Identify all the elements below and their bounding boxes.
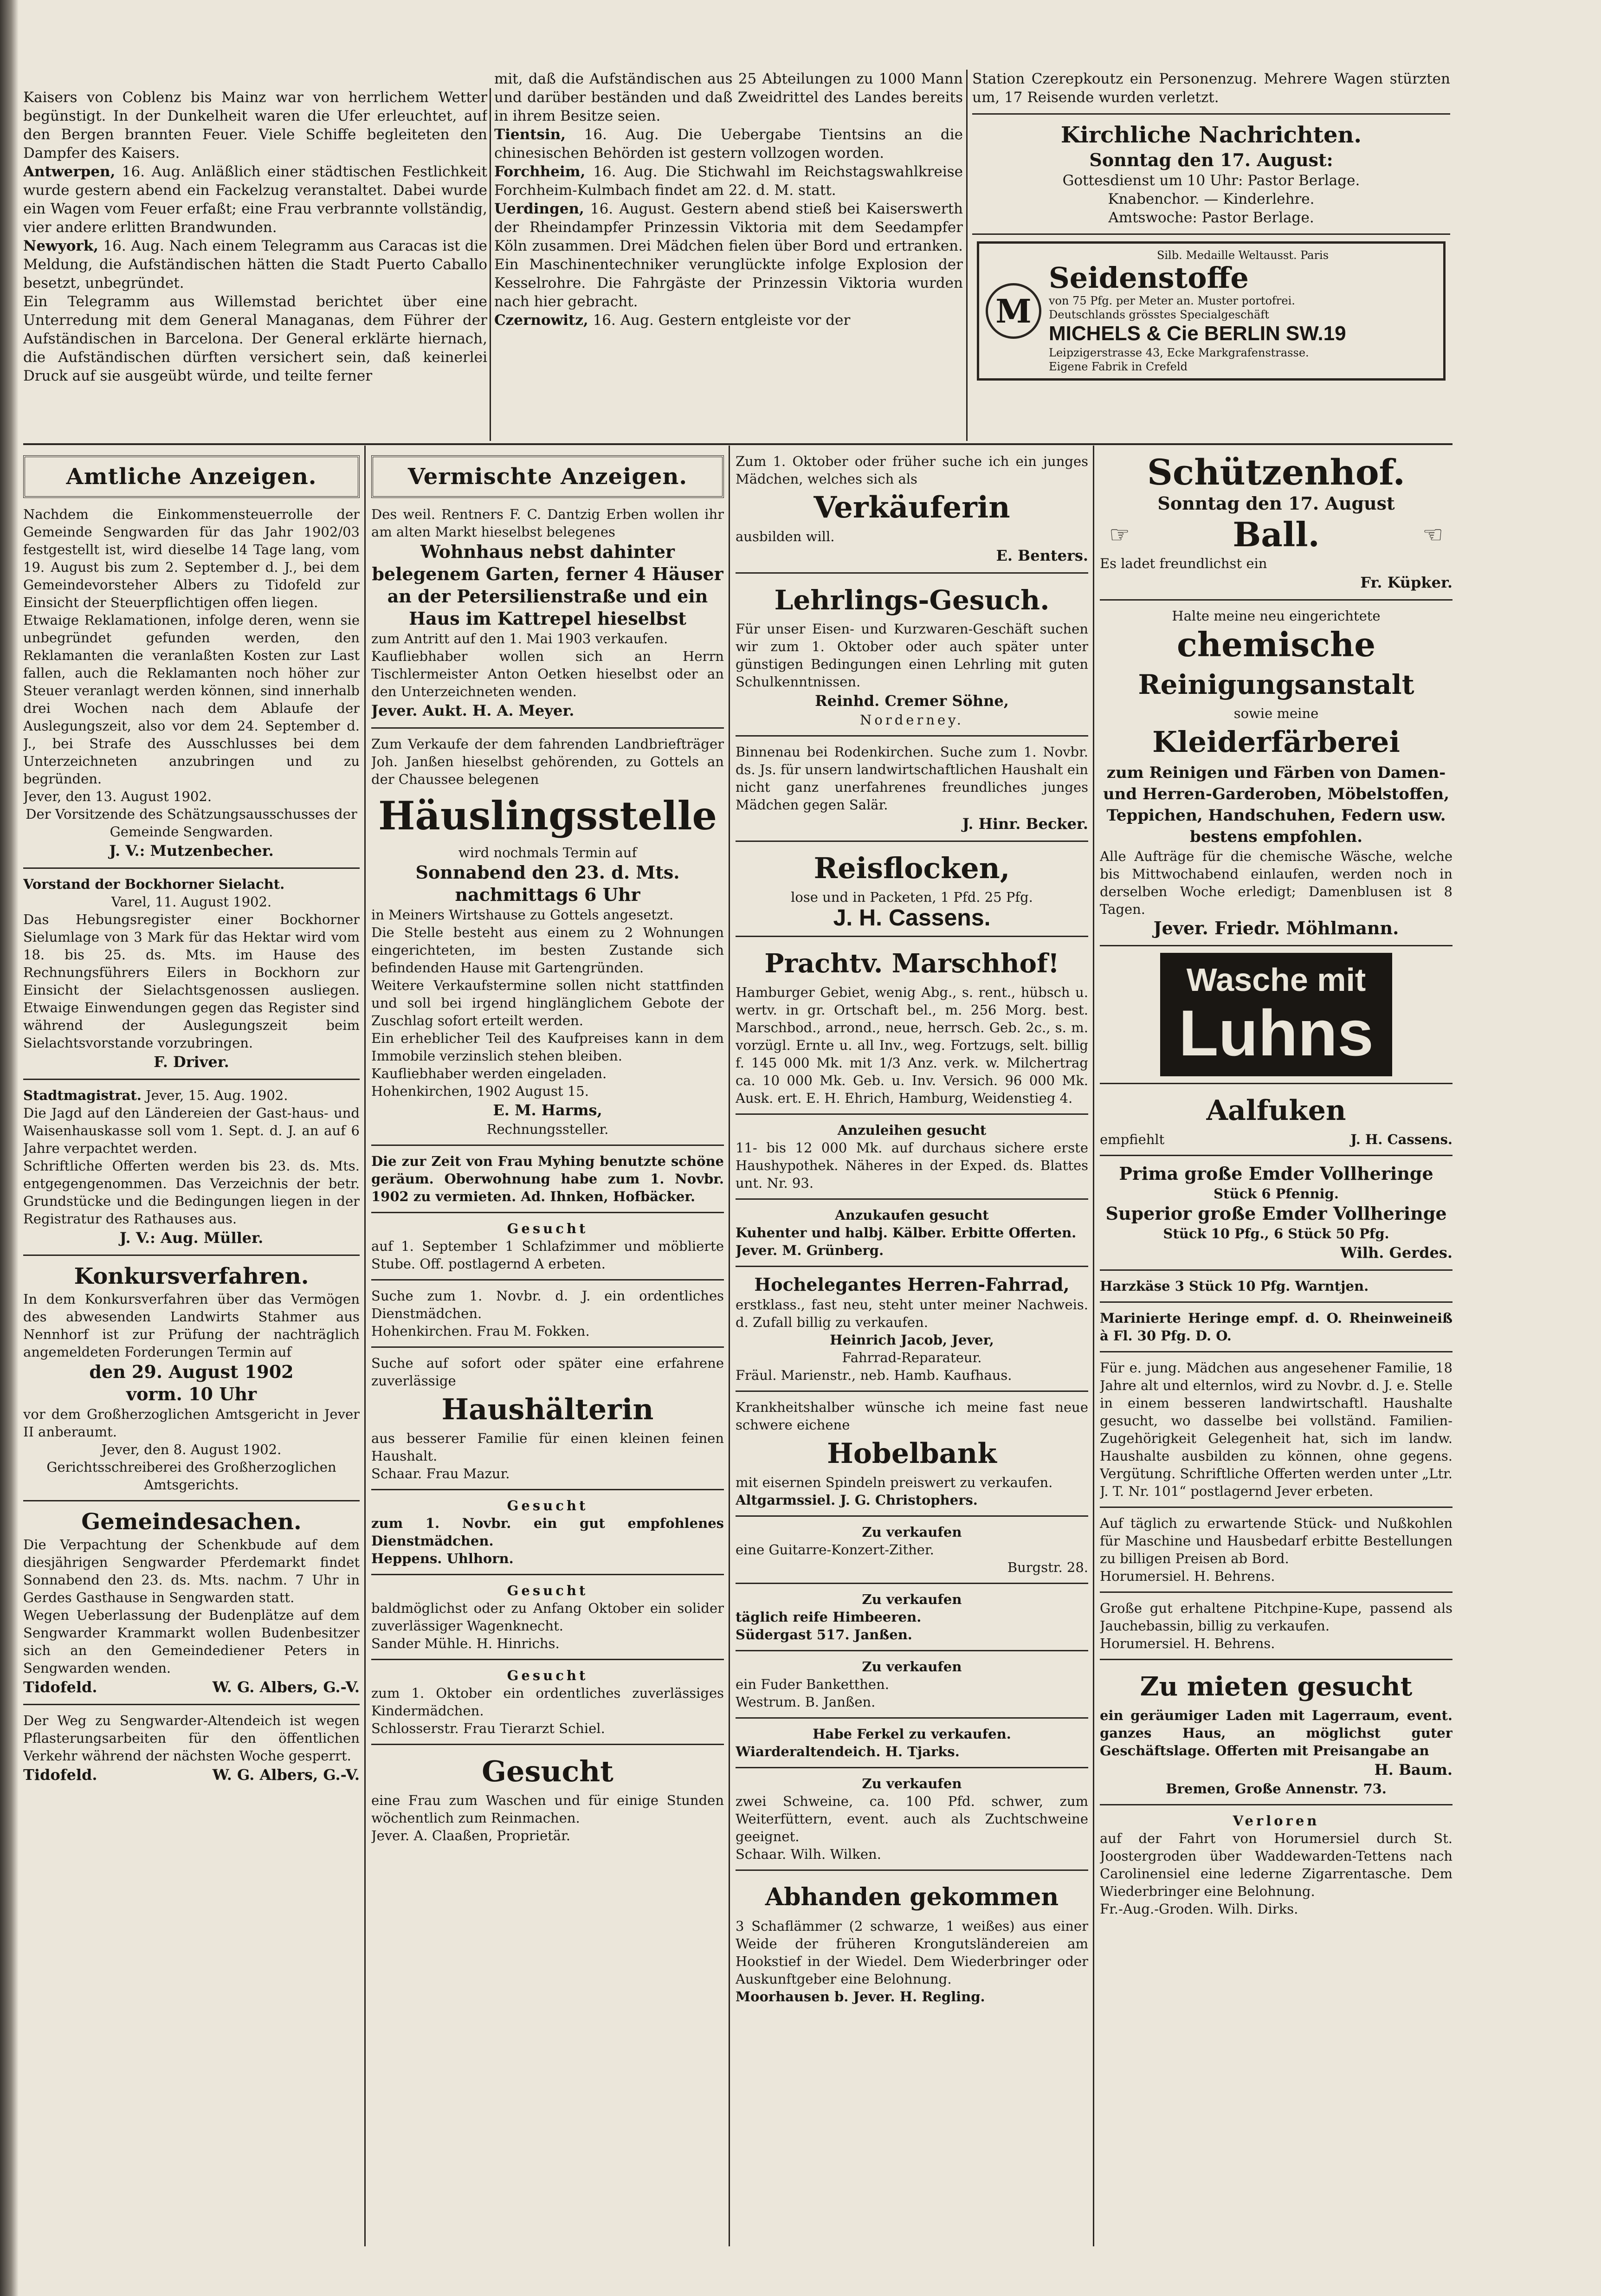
news-item: Antwerpen, 16. Aug. Anläßlich einer städtischen Festlichkeit wurde gestern abend ein Fackelzug veranstaltet. Dabei wurde ein Wagen vom Feuer erfaßt; eine Frau verbrannte vollständig, vier andere erlitten Brandwunden.: [23, 163, 487, 236]
ad-signature: Jever. Friedr. Möhlmann.: [1153, 918, 1399, 938]
ad-signature: Heppens. Uhlhorn.: [371, 1551, 514, 1566]
ad-heading: Anzukaufen gesucht: [835, 1207, 989, 1223]
ad-text: Auf täglich zu erwartende Stück- und Nußkohlen für Maschine und Hausbedarf erbitte Bestellungen zu billigen Preisen ab Bord.: [1100, 1515, 1453, 1566]
ad-heading: Zu verkaufen: [862, 1591, 962, 1607]
ad-text: zum 1. Novbr. ein gut empfohlenes Dienstmädchen.: [371, 1515, 724, 1549]
ad-text: ein geräumiger Laden mit Lagerraum, event. ganzes Haus, an möglichst guter Geschäftslage. Offerten mit Preisangabe an: [1100, 1707, 1453, 1759]
separator: [736, 572, 1088, 574]
ad-signature: H. Baum.: [1374, 1761, 1453, 1779]
ad-headline: Reinigungsanstalt: [1138, 669, 1414, 700]
pointing-hand-icon: ☜: [1422, 521, 1443, 548]
notice-signature: W. G. Albers, G.-V.: [212, 1678, 360, 1696]
separator: [972, 233, 1450, 235]
ad-text: baldmöglichst oder zu Anfang Oktober ein solider zuverlässiger Wagenknecht.: [371, 1600, 724, 1634]
luhns-ad-box: [1160, 953, 1392, 1076]
ad-note: Deutschlands grösstes Specialgeschäft: [1049, 308, 1269, 321]
ad-text: Weitere Verkaufstermine sollen nicht stattfinden und soll bei irgend hinglänglichem Gebote der Zuschlag sofort erteilt werden.: [371, 977, 724, 1028]
ad-heading: Anzuleihen gesucht: [837, 1122, 987, 1138]
ad-address: Bremen, Große Annenstr. 73.: [1166, 1781, 1387, 1797]
ad-heading: Gesucht: [507, 1221, 588, 1236]
top-news-col-2: [494, 70, 963, 441]
separator: [736, 1266, 1088, 1267]
ad-signature: Altgarmssiel. J. G. Christophers.: [736, 1492, 978, 1508]
ad-text: Große gut erhaltene Pitchpine-Kupe, passend als Jauchebassin, billig zu verkaufen.: [1100, 1600, 1453, 1634]
ad-signature: Horumersiel. H. Behrens.: [1100, 1636, 1275, 1651]
ad-signature: E. M. Harms,: [493, 1101, 602, 1119]
ad-text: empfiehlt: [1100, 1132, 1165, 1147]
church-news-date: Sonntag den 17. August:: [1089, 149, 1333, 170]
ad-subheadline: Superior große Emder Vollheringe: [1105, 1203, 1447, 1224]
separator: [371, 1346, 724, 1348]
column-amtliche: [23, 453, 360, 2263]
ad-headline: Schützenhof.: [1147, 453, 1405, 493]
notice-text: Die Jagd auf den Ländereien der Gast-haus- und Waisenhauskasse soll vom 1. Sept. d. J. an auf 6 Jahre verpachtet werden.: [23, 1105, 360, 1156]
column-ads-3: [736, 453, 1088, 2263]
notice-date: Varel, 11. August 1902.: [111, 894, 272, 910]
page-binding-edge: [0, 0, 19, 2296]
ad-text: Suche zum 1. Novbr. d. J. ein ordentliches Dienstmädchen.: [371, 1288, 724, 1321]
ad-heading: Verloren: [1233, 1813, 1320, 1829]
ad-text: Zum Verkaufe der dem fahrenden Landbriefträger Joh. Janßen hieselbst gehörenden, zu Gottels an der Chaussee belegenen: [371, 736, 724, 787]
separator: [1100, 1083, 1453, 1084]
separator: [1100, 1269, 1453, 1271]
ad-heading: Zu verkaufen: [862, 1776, 962, 1792]
notice-text: Wegen Ueberlassung der Budenplätze auf dem Sengwarder Krammarkt wollen Budenbesitzer sich an den Gemeindediener Peters in Sengwarden wenden.: [23, 1607, 360, 1676]
ad-signature: Burgstr. 28.: [1007, 1559, 1088, 1575]
pointing-hand-icon: ☞: [1109, 521, 1130, 548]
notice-text: Schriftliche Offerten werden bis 23. ds. Mts. entgegengenommen. Das Verzeichnis der betr. Grundstücke und die Bedingungen liegen in der Registratur des Rathauses aus.: [23, 1158, 360, 1227]
separator: [736, 1198, 1088, 1200]
ad-signature: Schlosserstr. Frau Tierarzt Schiel.: [371, 1720, 605, 1736]
ad-address: Fräul. Marienstr., neb. Hamb. Kaufhaus.: [736, 1367, 1012, 1383]
separator: [972, 113, 1450, 115]
separator: [1100, 1659, 1453, 1660]
ad-text: zum 1. Oktober ein ordentliches zuverlässiges Kindermädchen.: [371, 1685, 724, 1719]
ad-text: wird nochmals Termin auf: [458, 845, 637, 860]
separator: [1100, 1351, 1453, 1352]
separator: [1100, 1507, 1453, 1508]
notice-signature: J. V.: Aug. Müller.: [119, 1229, 264, 1247]
ad-signature: Reinhd. Cremer Söhne,: [815, 692, 1009, 710]
ad-signature: Fahrrad-Reparateur.: [842, 1350, 982, 1365]
ad-signature: Moorhausen b. Jever. H. Regling.: [736, 1989, 985, 2005]
separator: [23, 867, 360, 869]
ad-subheadline: zum Reinigen und Färben von Damen- und Herren-Garderoben, Möbelstoffen, Teppichen, Handschuhen, Federn usw. bestens empfohlen.: [1103, 763, 1450, 846]
ad-text: Binnenau bei Rodenkirchen. Suche zum 1. Novbr. ds. Js. für unsern landwirtschaftlichen Haushalt ein nicht ganz unerfahrenes freundliches junges Mädchen gegen Salär.: [736, 744, 1088, 813]
notice-time: vorm. 10 Uhr: [126, 1384, 257, 1404]
seidenstoffe-ad: [977, 241, 1446, 381]
ad-text: in Meiners Wirtshause zu Gottels angesetzt.: [371, 907, 674, 923]
notice-heading: Vorstand der Bockhorner Sielacht.: [23, 876, 285, 892]
ad-signature: Wilh. Gerdes.: [1340, 1244, 1453, 1261]
medal-note: Silb. Medaille Weltausst. Paris: [1156, 249, 1329, 262]
ad-text: Kuhenter und halbj. Kälber. Erbitte Offerten.: [736, 1225, 1077, 1241]
ad-title: Seidenstoffe: [1049, 261, 1249, 295]
news-item: mit, daß die Aufständischen aus 25 Abteilungen zu 1000 Mann und darüber beständen und daß Zweidrittel des Landes bereits in ihrem Besitze seien.: [494, 71, 963, 124]
news-item: Uerdingen, 16. August. Gestern abend stieß bei Kaiserswerth der Rheindampfer Prinzessin Viktoria mit dem Seedampfer Köln zusammen. Drei Mädchen fielen über Bord und ertranken. Ein Maschinentechniker verunglückte infolge Explosion der Kesselrohre. Die Fahrgäste der Prinzessin Viktoria wurden nach hier gebracht.: [494, 200, 963, 310]
ad-subheadline: Prima große Emder Vollheringe: [1119, 1163, 1433, 1184]
news-item: Station Czerepkoutz ein Personenzug. Mehrere Wagen stürzten um, 17 Reisende wurden verletzt.: [972, 71, 1450, 106]
news-item: Ein Telegramm aus Willemstad berichtet über eine Unterredung mit dem General Managanas, dem Führer der Aufständischen in Barcelona. Der General erklärte hiernach, die Aufständischen dürften versichert sein, daß keinerlei Druck auf sie ausgeübt würde, und teilte ferner: [23, 293, 487, 384]
notice-date: Jever, den 13. August 1902.: [23, 789, 212, 804]
notice-text: Das Hebungsregister einer Bockhorner Sielumlage von 3 Mark für das Hektar wird vom 18. bis 25. ds. Mts. im Hause des Rechnungsführers Eilers in Bockhorn zur Einsicht der Sielachtsgenossen ausliegen. Etwaige Einwendungen gegen das Register sind während der Auslegungszeit beim Sielachtsvorstande vorzubringen.: [23, 912, 360, 1051]
column-divider: [364, 446, 366, 2246]
top-news-col-3: [972, 70, 1450, 441]
section-heading: Vermischte Anzeigen.: [371, 455, 724, 498]
notice-text: Der Weg zu Sengwarder-Altendeich ist wegen Pflasterungsarbeiten für den öffentlichen Verkehr während der nächsten Woche gesperrt.: [23, 1713, 360, 1764]
notice-date: Jever, 15. Aug. 1902.: [141, 1087, 288, 1103]
ad-text: auf 1. September 1 Schlafzimmer und möblierte Stube. Off. postlagernd A erbeten.: [371, 1238, 724, 1272]
section-heading: Amtliche Anzeigen.: [23, 455, 360, 498]
notice-heading: Stadtmagistrat.: [23, 1087, 142, 1103]
ad-signature: Wiarderaltendeich. H. Tjarks.: [736, 1744, 960, 1759]
separator: [23, 1079, 360, 1080]
ad-signature: Jever. Aukt. H. A. Meyer.: [371, 702, 575, 719]
ad-signature: Norderney.: [860, 712, 964, 728]
notice-place: Tidofeld.: [23, 1766, 97, 1784]
ad-headline: Zu mieten gesucht: [1140, 1671, 1413, 1702]
ad-price: von 75 Pfg. per Meter an. Muster portofrei.: [1049, 294, 1295, 307]
separator: [736, 1650, 1088, 1651]
separator: [736, 1515, 1088, 1517]
separator: [371, 1574, 724, 1575]
separator: [371, 1489, 724, 1490]
ad-text: Zum 1. Oktober oder früher suche ich ein junges Mädchen, welches sich als: [736, 453, 1088, 487]
ad-headline: chemische: [1176, 625, 1376, 664]
ad-headline: Hobelbank: [827, 1437, 997, 1470]
ad-signature: Fr. Küpker.: [1360, 574, 1453, 591]
news-item: Newyork, 16. Aug. Nach einem Telegramm aus Caracas ist die Meldung, die Aufständischen hätten die Stadt Puerto Caballo besetzt, unbegründet.: [23, 238, 487, 291]
ad-text: Für e. jung. Mädchen aus angesehener Familie, 18 Jahre alt und elternlos, wird zu Novbr. d. J. e. Stelle in einem besseren landwirtschaftl. Haushalte gesucht, wo dasselbe bei vollständ. Familien-Zugehörigkeit Gelegenheit hat, sich im landw. Haushalte ausbilden zu können, ohne gegens. Vergütung. Schriftliche Offerten werden unter „Ltr. J. T. Nr. 101“ postlagernd Jever erbeten.: [1100, 1360, 1453, 1499]
ad-text: eine Frau zum Waschen und für einige Stunden wöchentlich zum Reinmachen.: [371, 1792, 724, 1826]
ad-signature: J. H. Cassens.: [833, 905, 991, 931]
ad-text: Suche auf sofort oder später eine erfahrene zuverlässige: [371, 1355, 724, 1389]
notice-text: In dem Konkursverfahren über das Vermögen des abwesenden Landwirts Stahmer aus Nennhorf ist zur Prüfung der nachträglich angemeldeten Forderungen Termin auf: [23, 1291, 360, 1360]
notice-text: vor dem Großherzoglichen Amtsgericht in Jever II anberaumt.: [23, 1406, 360, 1440]
separator: [371, 1659, 724, 1660]
notice-place: Tidofeld.: [23, 1678, 97, 1696]
ad-text: Für unser Eisen- und Kurzwaren-Geschäft suchen wir zum 1. Oktober oder auch später unter günstigen Bedingungen einen Lehrling mit guten Schulkenntnissen.: [736, 621, 1088, 690]
ad-heading: Gesucht: [507, 1668, 588, 1683]
separator: [736, 936, 1088, 937]
news-item: Tientsin, 16. Aug. Die Uebergabe Tientsins an die chinesischen Behörden ist gestern vollzogen worden.: [494, 126, 963, 162]
separator: [736, 735, 1088, 737]
church-news-line: Amtswoche: Pastor Berlage.: [1108, 209, 1314, 226]
ad-text: Alle Aufträge für die chemische Wäsche, welche bis Mittwochabend einlaufen, werden noch in derselben Woche erledigt; Damenblusen ist 8 Tagen.: [1100, 848, 1453, 917]
separator: [1100, 1301, 1453, 1303]
separator: [1100, 1804, 1453, 1805]
ad-headline: Reisflocken,: [813, 851, 1010, 885]
notice-signature: Gerichtsschreiberei des Großherzoglichen Amtsgerichts.: [46, 1459, 336, 1493]
separator: [736, 1391, 1088, 1392]
ad-heading: Zu verkaufen: [862, 1659, 962, 1675]
separator: [371, 727, 724, 729]
notice-signature: J. V.: Mutzenbecher.: [109, 842, 274, 860]
ad-note: Eigene Fabrik in Crefeld: [1049, 360, 1188, 373]
ad-headline: Abhanden gekommen: [765, 1883, 1059, 1911]
news-item: Czernowitz, 16. Aug. Gestern entgleiste vor der: [494, 312, 851, 329]
ad-heading: Gesucht: [507, 1498, 588, 1513]
ad-text: 3 Schaflämmer (2 schwarze, 1 weißes) aus einer Weide der früheren Krongutsländereien am Hookstief in der Wiedel. Dem Wiederbringer oder Auskunftgeber eine Belohnung.: [736, 1918, 1088, 1987]
ad-headline: Hochelegantes Herren-Fahrrad,: [754, 1274, 1070, 1295]
ad-date: Sonnabend den 23. d. Mts. nachmittags 6 Uhr: [415, 862, 680, 905]
ad-signature: J. Hinr. Becker.: [962, 815, 1088, 833]
ad-text: 11- bis 12 000 Mk. auf durchaus sichere erste Haushypothek. Näheres in der Exped. ds. Blattes unt. Nr. 93.: [736, 1140, 1088, 1191]
column-divider: [490, 88, 491, 441]
separator: [1100, 945, 1453, 946]
notice-heading: Gemeindesachen.: [81, 1509, 302, 1535]
ad-date: Hohenkirchen, 1902 August 15.: [371, 1083, 589, 1099]
ad-heading: Zu verkaufen: [862, 1524, 962, 1540]
ad-text: Ein erheblicher Teil des Kaufpreises kann in dem Immobile verzinslich stehen bleiben.: [371, 1030, 724, 1064]
notice-date: Jever, den 8. August 1902.: [101, 1442, 282, 1457]
ad-text: lose und in Packeten, 1 Pfd. 25 Pfg.: [791, 889, 1033, 905]
ad-text: aus besserer Familie für einen kleinen feinen Haushalt.: [371, 1430, 724, 1464]
ad-text: Marinierte Heringe empf. d. O. Rheinweineiß à Fl. 30 Pfg. D. O.: [1100, 1310, 1453, 1344]
separator: [736, 841, 1088, 842]
notice-signature: Der Vorsitzende des Schätzungsausschusses der Gemeinde Sengwarden.: [26, 806, 357, 840]
ad-text: Kaufliebhaber werden eingeladen.: [371, 1066, 607, 1081]
separator: [371, 1279, 724, 1281]
separator: [371, 1212, 724, 1213]
ad-headline: Aalfuken: [1206, 1094, 1346, 1127]
news-item: Kaisers von Coblenz bis Mainz war von herrlichem Wetter begünstigt. In der Dunkelheit waren die Ufer erleuchtet, auf den Bergen brannten Feuer. Viele Schiffe begleiteten den Dampfer des Kaisers.: [23, 89, 487, 162]
notice-signature: F. Driver.: [154, 1053, 229, 1071]
church-news-title: Kirchliche Nachrichten.: [1060, 122, 1362, 148]
separator: [736, 1583, 1088, 1584]
ad-text: Es ladet freundlichst ein: [1100, 556, 1267, 571]
column-ads-4: [1100, 453, 1453, 2263]
ad-signature: Südergast 517. Janßen.: [736, 1627, 912, 1643]
ad-signature: Hohenkirchen. Frau M. Fokken.: [371, 1323, 590, 1339]
column-divider: [966, 70, 968, 441]
ad-text: Die zur Zeit von Frau Myhing benutzte schöne geräum. Oberwohnung habe zum 1. Novbr. 1902 zu vermieten. Ad. Ihnken, Hofbäcker.: [371, 1153, 724, 1204]
ad-signature: Heinrich Jacob, Jever,: [830, 1332, 994, 1348]
ad-text: Kaufliebhaber wollen sich an Herrn Tischlermeister Anton Oetken hieselbst oder an den Unterzeichneten wenden.: [371, 648, 724, 699]
separator: [736, 1113, 1088, 1115]
ad-firm: MICHELS & Cie BERLIN SW.19: [1049, 322, 1346, 345]
ad-heading: Gesucht: [507, 1583, 588, 1598]
ad-text: mit eisernen Spindeln preiswert zu verkaufen.: [736, 1475, 1053, 1490]
ad-text: Die Stelle besteht aus einem zu 2 Wohnungen eingerichteten, im besten Zustande sich befindenden Hause mit Gartengründen.: [371, 925, 724, 976]
ad-headline: Wohnhaus nebst dahinter belegenem Garten, ferner 4 Häuser an der Petersilienstraße und ein Haus im Kattrepel hieselbst: [372, 541, 723, 629]
ad-text: Hamburger Gebiet, wenig Abg., s. rent., hübsch u. wertv. in gr. Ortschaft bel., m. 256 Morg. best. Marschbod., arrond., neue, herrsch. Geb. 2c., s. m. vorzügl. Ernte u. all Inv., weg. Fortzugs, selt. billig f. 145 000 Mk. mit 1/3 Anz. verk. w. Milchertrag ca. 10 000 Mk. Geb. u. Inv. Versich. 96 000 Mk. Ausk. ert. E. H. Ehrich, Hamburg, Weidenstieg 4.: [736, 984, 1088, 1106]
ad-signature: J. H. Cassens.: [1350, 1132, 1453, 1147]
ad-headline: Kleiderfärberei: [1152, 725, 1400, 759]
news-item: Forchheim, 16. Aug. Die Stichwahl im Reichstagswahlkreise Forchheim-Kulmbach findet am 22. d. M. statt.: [494, 163, 963, 199]
notice-heading: Konkursverfahren.: [74, 1263, 309, 1289]
ad-text: Des weil. Rentners F. C. Dantzig Erben wollen ihr am alten Markt hieselbst belegenes: [371, 506, 724, 540]
ad-price: Stück 10 Pfg., 6 Stück 50 Pfg.: [1163, 1226, 1389, 1242]
separator: [1100, 599, 1453, 601]
ad-signature: Sander Mühle. H. Hinrichs.: [371, 1636, 560, 1651]
column-divider: [729, 446, 730, 2246]
ad-text: Halte meine neu eingerichtete: [1172, 608, 1381, 624]
ad-headline: Gesucht: [482, 1754, 613, 1788]
luhns-ad-logo: Luhns: [1179, 996, 1374, 1069]
separator: [371, 1145, 724, 1146]
separator: [1100, 1155, 1453, 1156]
ad-text: zum Antritt auf den 1. Mai 1903 verkaufen.: [371, 631, 668, 647]
ad-text: täglich reife Himbeeren.: [736, 1609, 922, 1625]
separator: [371, 1744, 724, 1745]
notice-signature: W. G. Albers, G.-V.: [212, 1766, 360, 1784]
ad-signature: Fr.-Aug.-Groden. Wilh. Dirks.: [1100, 1901, 1298, 1917]
ad-text: ein Fuder Banketthen.: [736, 1676, 889, 1692]
ad-text: Krankheitshalber wünsche ich meine fast neue schwere eichene: [736, 1399, 1088, 1433]
ad-text: erstklass., fast neu, steht unter meiner Nachweis. d. Zufall billig zu verkaufen.: [736, 1297, 1088, 1330]
notice-text: Etwaige Reklamationen, infolge deren, wenn sie unbegründet gefunden werden, den Reklamanten die veranlaßten Kosten zur Last fallen, auch die Reklamanten noch höher zur Steuer veranlagt werden können, sind innerhalb drei Wochen nach dem Ablaufe der Auslegungszeit, also vor dem 24. September d. J., bei Strafe des Ausschlusses bei dem Unterzeichneten anzubringen und zu begründen.: [23, 612, 360, 787]
separator: [736, 1767, 1088, 1768]
ad-headline: Haushälterin: [441, 1392, 654, 1426]
top-news-col-1: [23, 88, 487, 441]
church-news-line: Knabenchor. — Kinderlehre.: [1108, 191, 1315, 207]
column-vermischte: [371, 453, 724, 2263]
ad-signature: Westrum. B. Janßen.: [736, 1694, 876, 1710]
ad-text: sowie meine: [1233, 705, 1319, 721]
notice-text: Nachdem die Einkommensteuerrolle der Gemeinde Sengwarden für das Jahr 1902/03 festgestellt ist, wird dieselbe 14 Tage lang, vom 19. August bis zum 2. September d. J., bei dem Gemeindevorsteher Albers zu Tidofeld zur Einsicht der Steuerpflichtigen offen liegen.: [23, 506, 360, 610]
ad-text: eine Guitarre-Konzert-Zither.: [736, 1542, 934, 1558]
ad-signature: E. Benters.: [996, 547, 1088, 564]
ad-headline: Lehrlings-Gesuch.: [774, 584, 1050, 616]
ad-text: zwei Schweine, ca. 100 Pfd. schwer, zum Weiterfüttern, event. auch als Zuchtschweine geeignet.: [736, 1793, 1088, 1844]
ad-signature: Schaar. Frau Mazur.: [371, 1466, 510, 1481]
michels-logo: M: [986, 283, 1041, 339]
luhns-ad-line: Wasche mit: [1186, 962, 1366, 998]
ad-headline: Prachtv. Marschhof!: [764, 948, 1059, 979]
separator: [736, 1717, 1088, 1719]
column-divider: [1093, 446, 1094, 2246]
ad-price: Stück 6 Pfennig.: [1214, 1186, 1339, 1202]
ad-text: Harzkäse 3 Stück 10 Pfg. Warntjen.: [1100, 1278, 1369, 1294]
notice-text: Die Verpachtung der Schenkbude auf dem diesjährigen Sengwarder Pferdemarkt findet Sonnabend den 23. ds. Mts. nachm. 7 Uhr in Gerdes Gasthause in Sengwarden statt.: [23, 1537, 360, 1605]
ad-text: auf der Fahrt von Horumersiel durch St. Joostergroden über Waddewarden-Tettens nach Carolinensiel eine lederne Zigarrentasche. Dem Wiederbringer eine Belohnung.: [1100, 1830, 1453, 1899]
ad-signature: Rechnungssteller.: [486, 1121, 609, 1137]
section-rule: [23, 443, 1453, 445]
separator: [1100, 1591, 1453, 1593]
ad-headline: Häuslingsstelle: [378, 793, 717, 839]
ad-signature: Schaar. Wilh. Wilken.: [736, 1846, 881, 1862]
ad-text: ausbilden will.: [736, 529, 835, 544]
ad-heading: Habe Ferkel zu verkaufen.: [813, 1726, 1011, 1742]
church-news-line: Gottesdienst um 10 Uhr: Pastor Berlage.: [1062, 172, 1360, 189]
notice-date: den 29. August 1902: [89, 1361, 294, 1382]
ad-signature: Horumersiel. H. Behrens.: [1100, 1568, 1275, 1584]
separator: [736, 1869, 1088, 1871]
ad-signature: Jever. A. Claaßen, Proprietär.: [371, 1828, 571, 1843]
ad-date: Sonntag den 17. August: [1157, 493, 1395, 514]
separator: [23, 1255, 360, 1256]
separator: [23, 1704, 360, 1705]
ad-signature: Jever. M. Grünberg.: [736, 1242, 884, 1258]
ad-address: Leipzigerstrasse 43, Ecke Markgrafenstrasse.: [1049, 346, 1309, 359]
separator: [23, 1500, 360, 1501]
ad-headline: Ball.: [1233, 515, 1320, 554]
ad-headline: Verkäuferin: [813, 490, 1010, 525]
